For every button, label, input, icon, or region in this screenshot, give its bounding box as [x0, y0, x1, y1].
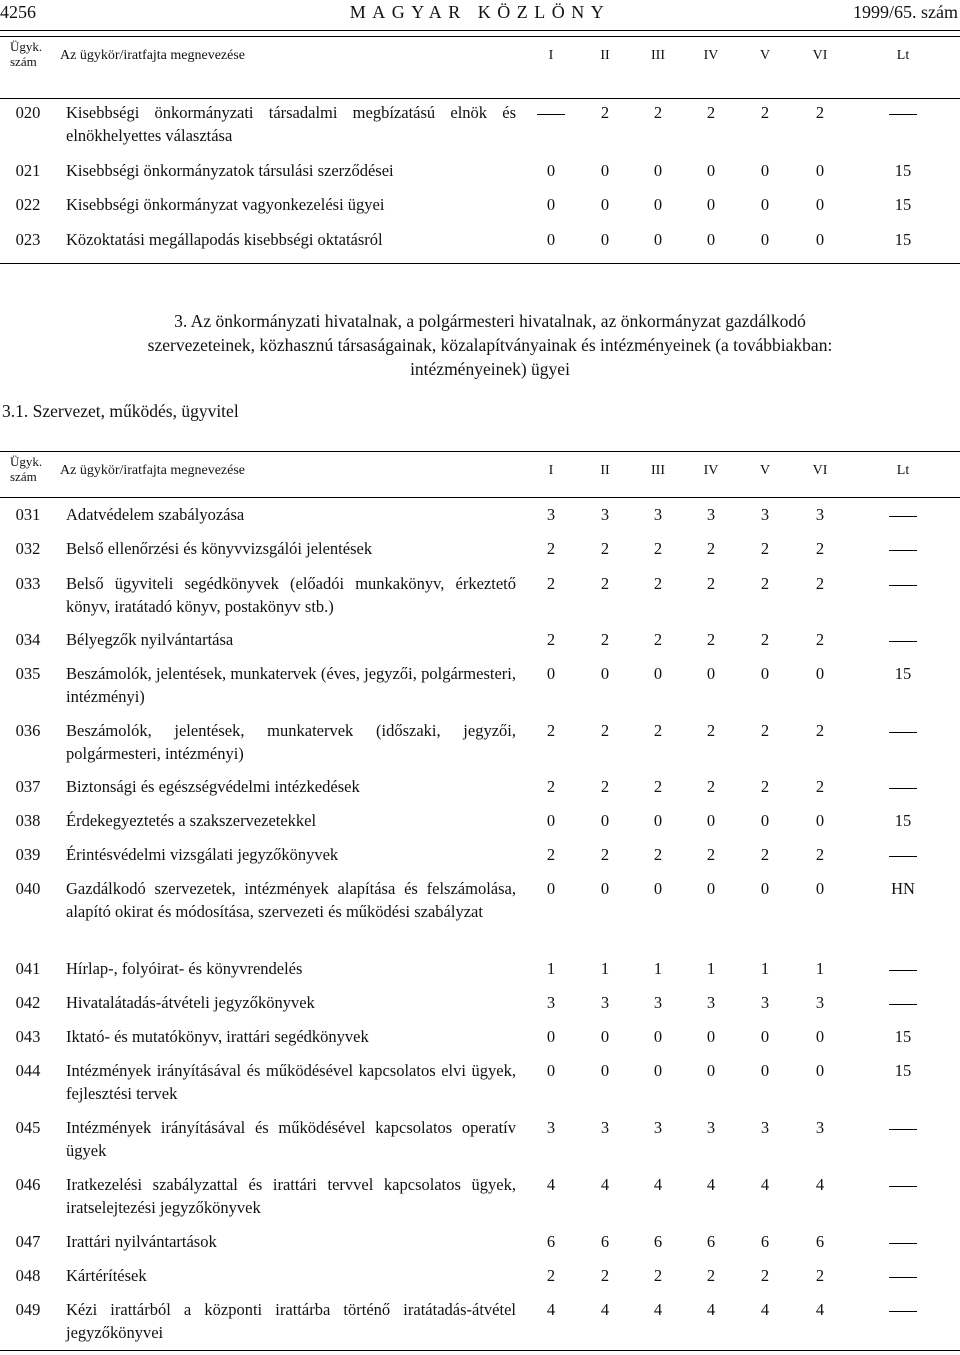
retention-iv: 2 — [706, 630, 716, 649]
retention-iii: 0 — [653, 195, 663, 214]
retention-vi: 0 — [815, 161, 825, 180]
retention-iv: 2 — [706, 103, 716, 122]
table-bottom-rule — [0, 1350, 960, 1351]
dash-mark — [889, 788, 917, 789]
retention-lt — [888, 1117, 918, 1140]
retention-v: 3 — [760, 505, 770, 524]
retention-i: 2 — [546, 539, 556, 558]
record-number: 043 — [15, 1027, 41, 1046]
retention-v: 2 — [760, 721, 770, 740]
retention-vi: 2 — [815, 777, 825, 796]
record-number: 021 — [15, 161, 41, 180]
retention-iii: 2 — [653, 845, 663, 864]
retention-ii: 0 — [600, 161, 610, 180]
retention-iv: 0 — [706, 664, 716, 683]
retention-i: 0 — [546, 195, 556, 214]
record-number: 046 — [15, 1175, 41, 1194]
retention-iv: 0 — [706, 811, 716, 830]
retention-lt — [888, 992, 918, 1015]
retention-ii: 4 — [600, 1175, 610, 1194]
record-description: Kisebbségi önkormányzat vagyonkezelési ügyei — [66, 195, 385, 214]
retention-i — [536, 102, 566, 125]
retention-i: 2 — [546, 845, 556, 864]
retention-lt — [888, 1265, 918, 1288]
retention-v: 0 — [760, 811, 770, 830]
record-number: 033 — [15, 574, 41, 593]
record-description: Belső ellenőrzési és könyvvizsgálói jelentések — [66, 539, 373, 558]
record-description: Érintésvédelmi vizsgálati jegyzőkönyvek — [66, 845, 339, 864]
retention-iv: 0 — [706, 879, 716, 898]
retention-lt — [888, 1174, 918, 1197]
retention-iii: 0 — [653, 664, 663, 683]
retention-ii: 3 — [600, 1118, 610, 1137]
dash-mark — [889, 1129, 917, 1130]
retention-vi: 0 — [815, 879, 825, 898]
retention-ii: 3 — [600, 505, 610, 524]
retention-v: 0 — [760, 664, 770, 683]
retention-ii: 0 — [600, 811, 610, 830]
record-description: Kézi irattárból a központi irattárba történő iratátadás-átvétel jegyzőkönyvei — [66, 1300, 516, 1342]
retention-i: 2 — [546, 630, 556, 649]
retention-ii: 2 — [600, 1266, 610, 1285]
retention-i: 0 — [546, 879, 556, 898]
retention-ii: 0 — [600, 195, 610, 214]
retention-vi: 2 — [815, 845, 825, 864]
retention-vi: 0 — [815, 230, 825, 249]
retention-lt — [888, 573, 918, 596]
col-header-iv: IV — [703, 48, 719, 63]
retention-iv: 4 — [706, 1175, 716, 1194]
col-header-lt: Lt — [896, 463, 910, 478]
retention-vi: 0 — [815, 664, 825, 683]
record-number: 032 — [15, 539, 41, 558]
retention-iv: 0 — [706, 161, 716, 180]
retention-i: 2 — [546, 777, 556, 796]
record-number: 020 — [15, 103, 41, 122]
retention-i: 0 — [546, 664, 556, 683]
record-number: 045 — [15, 1118, 41, 1137]
retention-ii: 0 — [600, 230, 610, 249]
col-header-description: Az ügykör/iratfajta megnevezése — [60, 48, 246, 63]
retention-ii: 2 — [600, 630, 610, 649]
retention-ii: 0 — [600, 879, 610, 898]
retention-i: 0 — [546, 230, 556, 249]
dash-mark — [889, 1004, 917, 1005]
record-description: Beszámolók, jelentések, munkatervek (időszaki, jegyzői, polgármesteri, intézményi) — [66, 721, 516, 763]
retention-vi: 2 — [815, 1266, 825, 1285]
col-header-number: Ügyk. szám — [10, 39, 43, 69]
record-description: Kártérítések — [66, 1266, 147, 1285]
retention-v: 0 — [760, 1027, 770, 1046]
record-description: Hivatalátadás-átvételi jegyzőkönyvek — [66, 993, 315, 1012]
dash-mark — [889, 1186, 917, 1187]
section-title: 3. Az önkormányzati hivatalnak, a polgármesteri hivatalnak, az önkormányzat gazdálkodó szervezeteinek, közhasznú társaságainak, közalapítványainak és intézményeinek (a továbbiakban: intézményeinek) ügyei — [147, 311, 833, 379]
retention-lt — [888, 776, 918, 799]
retention-ii: 2 — [600, 574, 610, 593]
record-description: Bélyegzők nyilvántartása — [66, 630, 234, 649]
record-number: 031 — [15, 505, 41, 524]
col-header-lt: Lt — [896, 48, 910, 63]
retention-ii: 0 — [600, 1061, 610, 1080]
record-description: Kisebbségi önkormányzatok társulási szerződései — [66, 161, 394, 180]
retention-vi: 0 — [815, 195, 825, 214]
retention-i: 6 — [546, 1232, 556, 1251]
col-header-iv: IV — [703, 463, 719, 478]
retention-ii: 4 — [600, 1300, 610, 1319]
retention-v: 0 — [760, 879, 770, 898]
dash-mark — [889, 1277, 917, 1278]
retention-iv: 2 — [706, 539, 716, 558]
retention-v: 0 — [760, 1061, 770, 1080]
retention-v: 4 — [760, 1300, 770, 1319]
record-number: 041 — [15, 959, 41, 978]
col-header-i: I — [548, 48, 554, 63]
retention-vi: 0 — [815, 1027, 825, 1046]
retention-v: 0 — [760, 230, 770, 249]
record-number: 036 — [15, 721, 41, 740]
record-number: 035 — [15, 664, 41, 683]
page-number: 4256 — [0, 2, 36, 22]
retention-i: 3 — [546, 993, 556, 1012]
retention-vi: 3 — [815, 505, 825, 524]
retention-lt — [888, 844, 918, 867]
col-header-ii: II — [600, 48, 610, 63]
record-number: 034 — [15, 630, 41, 649]
retention-iii: 2 — [653, 539, 663, 558]
dash-mark — [889, 516, 917, 517]
retention-i: 3 — [546, 1118, 556, 1137]
retention-ii: 2 — [600, 845, 610, 864]
retention-iv: 2 — [706, 777, 716, 796]
retention-ii: 2 — [600, 777, 610, 796]
dash-mark — [889, 114, 917, 115]
retention-i: 4 — [546, 1175, 556, 1194]
retention-iv: 2 — [706, 1266, 716, 1285]
retention-lt — [888, 504, 918, 527]
retention-vi: 4 — [815, 1175, 825, 1194]
retention-v: 2 — [760, 539, 770, 558]
retention-lt — [888, 102, 918, 125]
record-description: Kisebbségi önkormányzati társadalmi megbízatású elnök és elnökhelyettes választása — [66, 103, 516, 145]
retention-iv: 3 — [706, 505, 716, 524]
retention-iii: 0 — [653, 1027, 663, 1046]
col-header-i: I — [548, 463, 554, 478]
col-header-vi: VI — [812, 48, 828, 63]
retention-ii: 1 — [600, 959, 610, 978]
retention-i: 2 — [546, 1266, 556, 1285]
subsection-title: 3.1. Szervezet, működés, ügyvitel — [2, 401, 239, 421]
retention-vi: 3 — [815, 1118, 825, 1137]
retention-vi: 6 — [815, 1232, 825, 1251]
retention-iv: 0 — [706, 195, 716, 214]
retention-lt: 15 — [894, 230, 912, 249]
record-description: Közoktatási megállapodás kisebbségi oktatásról — [66, 230, 383, 249]
retention-v: 2 — [760, 630, 770, 649]
retention-iii: 2 — [653, 721, 663, 740]
retention-vi: 2 — [815, 103, 825, 122]
retention-vi: 1 — [815, 959, 825, 978]
retention-iii: 2 — [653, 630, 663, 649]
retention-iii: 4 — [653, 1300, 663, 1319]
retention-iii: 4 — [653, 1175, 663, 1194]
col-header-ii: II — [600, 463, 610, 478]
table-header-rule — [0, 98, 960, 99]
retention-v: 0 — [760, 161, 770, 180]
issue-number: 1999/65. szám — [853, 2, 958, 22]
retention-iv: 2 — [706, 845, 716, 864]
retention-i: 4 — [546, 1300, 556, 1319]
retention-v: 4 — [760, 1175, 770, 1194]
record-description: Belső ügyviteli segédkönyvek (előadói munkakönyv, érkeztető könyv, iratátadó könyv, postakönyv stb.) — [66, 574, 516, 616]
retention-ii: 0 — [600, 1027, 610, 1046]
record-description: Iratkezelési szabályzattal és irattári tervvel kapcsolatos ügyek, iratselejtezési jegyzőkönyvek — [66, 1175, 516, 1217]
record-number: 039 — [15, 845, 41, 864]
retention-lt: 15 — [894, 1027, 912, 1046]
col-header-iii: III — [651, 48, 665, 63]
col-header-iii: III — [651, 463, 665, 478]
table-top-rule — [0, 451, 960, 452]
record-description: Hírlap-, folyóirat- és könyvrendelés — [66, 959, 303, 978]
dash-mark — [889, 585, 917, 586]
retention-iii: 0 — [653, 230, 663, 249]
retention-v: 2 — [760, 845, 770, 864]
col-header-vi: VI — [812, 463, 828, 478]
retention-v: 3 — [760, 993, 770, 1012]
retention-vi: 2 — [815, 721, 825, 740]
record-number: 044 — [15, 1061, 41, 1080]
col-header-description: Az ügykör/iratfajta megnevezése — [60, 463, 246, 478]
table-top-rule — [0, 36, 960, 37]
header-rule — [0, 30, 960, 31]
record-description: Érdekegyeztetés a szakszervezetekkel — [66, 811, 317, 830]
retention-iii: 0 — [653, 1061, 663, 1080]
record-number: 037 — [15, 777, 41, 796]
dash-mark — [889, 1243, 917, 1244]
retention-ii: 2 — [600, 721, 610, 740]
retention-i: 0 — [546, 161, 556, 180]
retention-v: 2 — [760, 103, 770, 122]
retention-ii: 2 — [600, 103, 610, 122]
dash-mark — [889, 550, 917, 551]
record-number: 040 — [15, 879, 41, 898]
dash-mark — [889, 856, 917, 857]
retention-v: 0 — [760, 195, 770, 214]
retention-i: 3 — [546, 505, 556, 524]
retention-vi: 2 — [815, 574, 825, 593]
retention-v: 2 — [760, 1266, 770, 1285]
retention-iii: 2 — [653, 103, 663, 122]
retention-lt — [888, 720, 918, 743]
retention-vi: 3 — [815, 993, 825, 1012]
retention-iv: 2 — [706, 574, 716, 593]
dash-mark — [889, 641, 917, 642]
dash-mark — [537, 114, 565, 115]
retention-iii: 2 — [653, 777, 663, 796]
record-number: 042 — [15, 993, 41, 1012]
retention-lt — [888, 629, 918, 652]
retention-i: 2 — [546, 574, 556, 593]
dash-mark — [889, 1311, 917, 1312]
retention-iii: 3 — [653, 993, 663, 1012]
retention-v: 2 — [760, 777, 770, 796]
record-description: Biztonsági és egészségvédelmi intézkedések — [66, 777, 360, 796]
retention-i: 0 — [546, 1027, 556, 1046]
record-number: 047 — [15, 1232, 41, 1251]
retention-iii: 1 — [653, 959, 663, 978]
col-header-v: V — [759, 463, 771, 478]
retention-iv: 4 — [706, 1300, 716, 1319]
retention-iii: 2 — [653, 1266, 663, 1285]
retention-vi: 0 — [815, 811, 825, 830]
retention-iii: 3 — [653, 1118, 663, 1137]
retention-lt — [888, 1299, 918, 1322]
record-number: 023 — [15, 230, 41, 249]
retention-lt — [888, 958, 918, 981]
record-number: 049 — [15, 1300, 41, 1319]
retention-i: 1 — [546, 959, 556, 978]
retention-ii: 6 — [600, 1232, 610, 1251]
retention-lt — [888, 1231, 918, 1254]
retention-lt: 15 — [894, 195, 912, 214]
running-header — [0, 2, 960, 24]
record-number: 048 — [15, 1266, 41, 1285]
retention-v: 6 — [760, 1232, 770, 1251]
record-number: 022 — [15, 195, 41, 214]
retention-iv: 0 — [706, 1061, 716, 1080]
retention-ii: 0 — [600, 664, 610, 683]
record-description: Adatvédelem szabályozása — [66, 505, 245, 524]
retention-vi: 2 — [815, 630, 825, 649]
retention-lt: 15 — [894, 811, 912, 830]
journal-title: MAGYAR KÖZLÖNY — [349, 2, 611, 22]
retention-lt: HN — [891, 879, 915, 898]
retention-iv: 0 — [706, 1027, 716, 1046]
retention-i: 0 — [546, 811, 556, 830]
retention-vi: 0 — [815, 1061, 825, 1080]
dash-mark — [889, 732, 917, 733]
col-header-number: Ügyk. szám — [10, 454, 43, 484]
retention-iv: 3 — [706, 1118, 716, 1137]
retention-v: 2 — [760, 574, 770, 593]
table-bottom-rule — [0, 263, 960, 264]
record-description: Intézmények irányításával és működésével kapcsolatos operatív ügyek — [66, 1118, 516, 1160]
record-description: Irattári nyilvántartások — [66, 1232, 217, 1251]
dash-mark — [889, 970, 917, 971]
retention-ii: 3 — [600, 993, 610, 1012]
record-number: 038 — [15, 811, 41, 830]
retention-v: 3 — [760, 1118, 770, 1137]
retention-iii: 0 — [653, 161, 663, 180]
retention-iii: 6 — [653, 1232, 663, 1251]
record-description: Iktató- és mutatókönyv, irattári segédkönyvek — [66, 1027, 369, 1046]
retention-lt: 15 — [894, 1061, 912, 1080]
record-description: Gazdálkodó szervezetek, intézmények alapítása és felszámolása, alapító okirat és módosítása, szervezeti és működési szabályzat — [66, 879, 516, 921]
retention-v: 1 — [760, 959, 770, 978]
retention-iv: 2 — [706, 721, 716, 740]
retention-lt: 15 — [894, 161, 912, 180]
retention-ii: 2 — [600, 539, 610, 558]
retention-iv: 6 — [706, 1232, 716, 1251]
retention-lt: 15 — [894, 664, 912, 683]
retention-iii: 3 — [653, 505, 663, 524]
retention-iii: 0 — [653, 811, 663, 830]
retention-iv: 3 — [706, 993, 716, 1012]
retention-vi: 2 — [815, 539, 825, 558]
record-description: Intézmények irányításával és működésével kapcsolatos elvi ügyek, fejlesztési tervek — [66, 1061, 516, 1103]
retention-iv: 0 — [706, 230, 716, 249]
retention-iii: 0 — [653, 879, 663, 898]
retention-i: 0 — [546, 1061, 556, 1080]
col-header-v: V — [759, 48, 771, 63]
retention-iv: 1 — [706, 959, 716, 978]
record-description: Beszámolók, jelentések, munkatervek (éves, jegyzői, polgármesteri, intézményi) — [66, 664, 516, 706]
retention-lt — [888, 538, 918, 561]
table-header-rule — [0, 497, 960, 498]
retention-vi: 4 — [815, 1300, 825, 1319]
retention-iii: 2 — [653, 574, 663, 593]
retention-i: 2 — [546, 721, 556, 740]
